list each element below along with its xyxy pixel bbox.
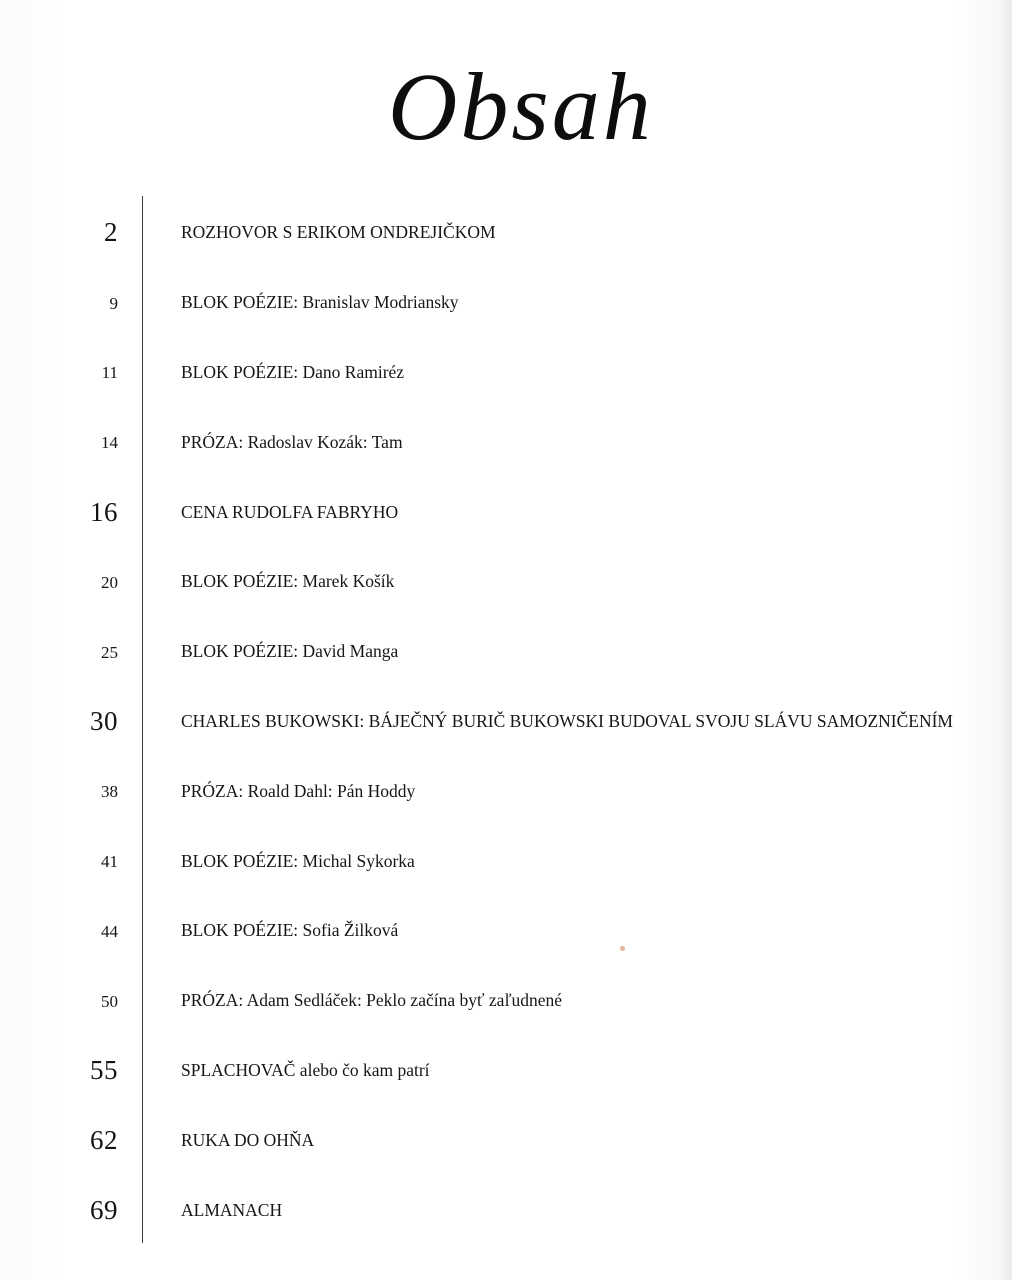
toc-entry-title: BLOK POÉZIE: Branislav Modriansky (181, 292, 459, 313)
toc-entry-title: BLOK POÉZIE: Michal Sykorka (181, 850, 415, 871)
toc-row (0, 1105, 1012, 1175)
toc-row (0, 477, 1012, 547)
toc-row (0, 896, 1012, 966)
toc-row (0, 338, 1012, 408)
toc-entry-title: BLOK POÉZIE: David Manga (181, 641, 399, 662)
toc-row (0, 198, 1012, 268)
page-title: Obsah (388, 53, 654, 160)
toc-entry-title: RUKA DO OHŇA (181, 1129, 315, 1150)
toc-row (0, 1175, 1012, 1245)
toc-row (0, 407, 1012, 477)
toc-page-number: 41 (101, 852, 118, 872)
toc-row (0, 687, 1012, 757)
toc-page-number: 62 (90, 1124, 118, 1155)
toc-row (0, 547, 1012, 617)
toc-page-number: 38 (101, 782, 118, 802)
toc-row (0, 268, 1012, 338)
toc-page-number: 2 (104, 217, 118, 248)
paper-speck (620, 946, 625, 951)
toc-entry-title: SPLACHOVAČ alebo čo kam patrí (181, 1059, 430, 1080)
toc-entry-title: ROZHOVOR S ERIKOM ONDREJIČKOM (181, 222, 496, 243)
toc-entry-title: CHARLES BUKOWSKI: BÁJEČNÝ BURIČ BUKOWSKI BUDOVAL SVOJU SLÁVU SAMOZNIČENÍM (181, 710, 953, 731)
toc-page-number: 20 (101, 572, 118, 592)
toc-page-number: 69 (90, 1194, 118, 1225)
toc-entry-title: BLOK POÉZIE: Sofia Žilková (181, 920, 399, 941)
toc-page-number: 55 (90, 1054, 118, 1085)
toc-row (0, 617, 1012, 687)
toc-page-number: 11 (101, 363, 118, 383)
toc-page-number: 25 (101, 642, 118, 662)
toc-page-number: 16 (90, 496, 118, 527)
toc-page-number: 9 (109, 293, 118, 313)
toc-entry-title: PRÓZA: Roald Dahl: Pán Hoddy (181, 780, 416, 801)
toc-page-number: 50 (101, 991, 118, 1011)
toc-row (0, 826, 1012, 896)
toc-entry-title: PRÓZA: Adam Sedláček: Peklo začína byť zaľudnené (181, 990, 563, 1011)
toc-row (0, 756, 1012, 826)
toc-page-number: 30 (90, 705, 118, 736)
toc-entry-title: BLOK POÉZIE: Marek Košík (181, 571, 395, 592)
table-of-contents (0, 198, 1012, 1245)
toc-entry-title: BLOK POÉZIE: Dano Ramiréz (181, 361, 405, 382)
toc-entry-title: PRÓZA: Radoslav Kozák: Tam (181, 431, 403, 452)
toc-row (0, 1036, 1012, 1106)
toc-entry-title: CENA RUDOLFA FABRYHO (181, 501, 399, 522)
toc-page-number: 14 (101, 433, 118, 453)
toc-row (0, 966, 1012, 1036)
toc-entry-title: ALMANACH (181, 1199, 283, 1220)
toc-page-number: 44 (101, 921, 118, 941)
